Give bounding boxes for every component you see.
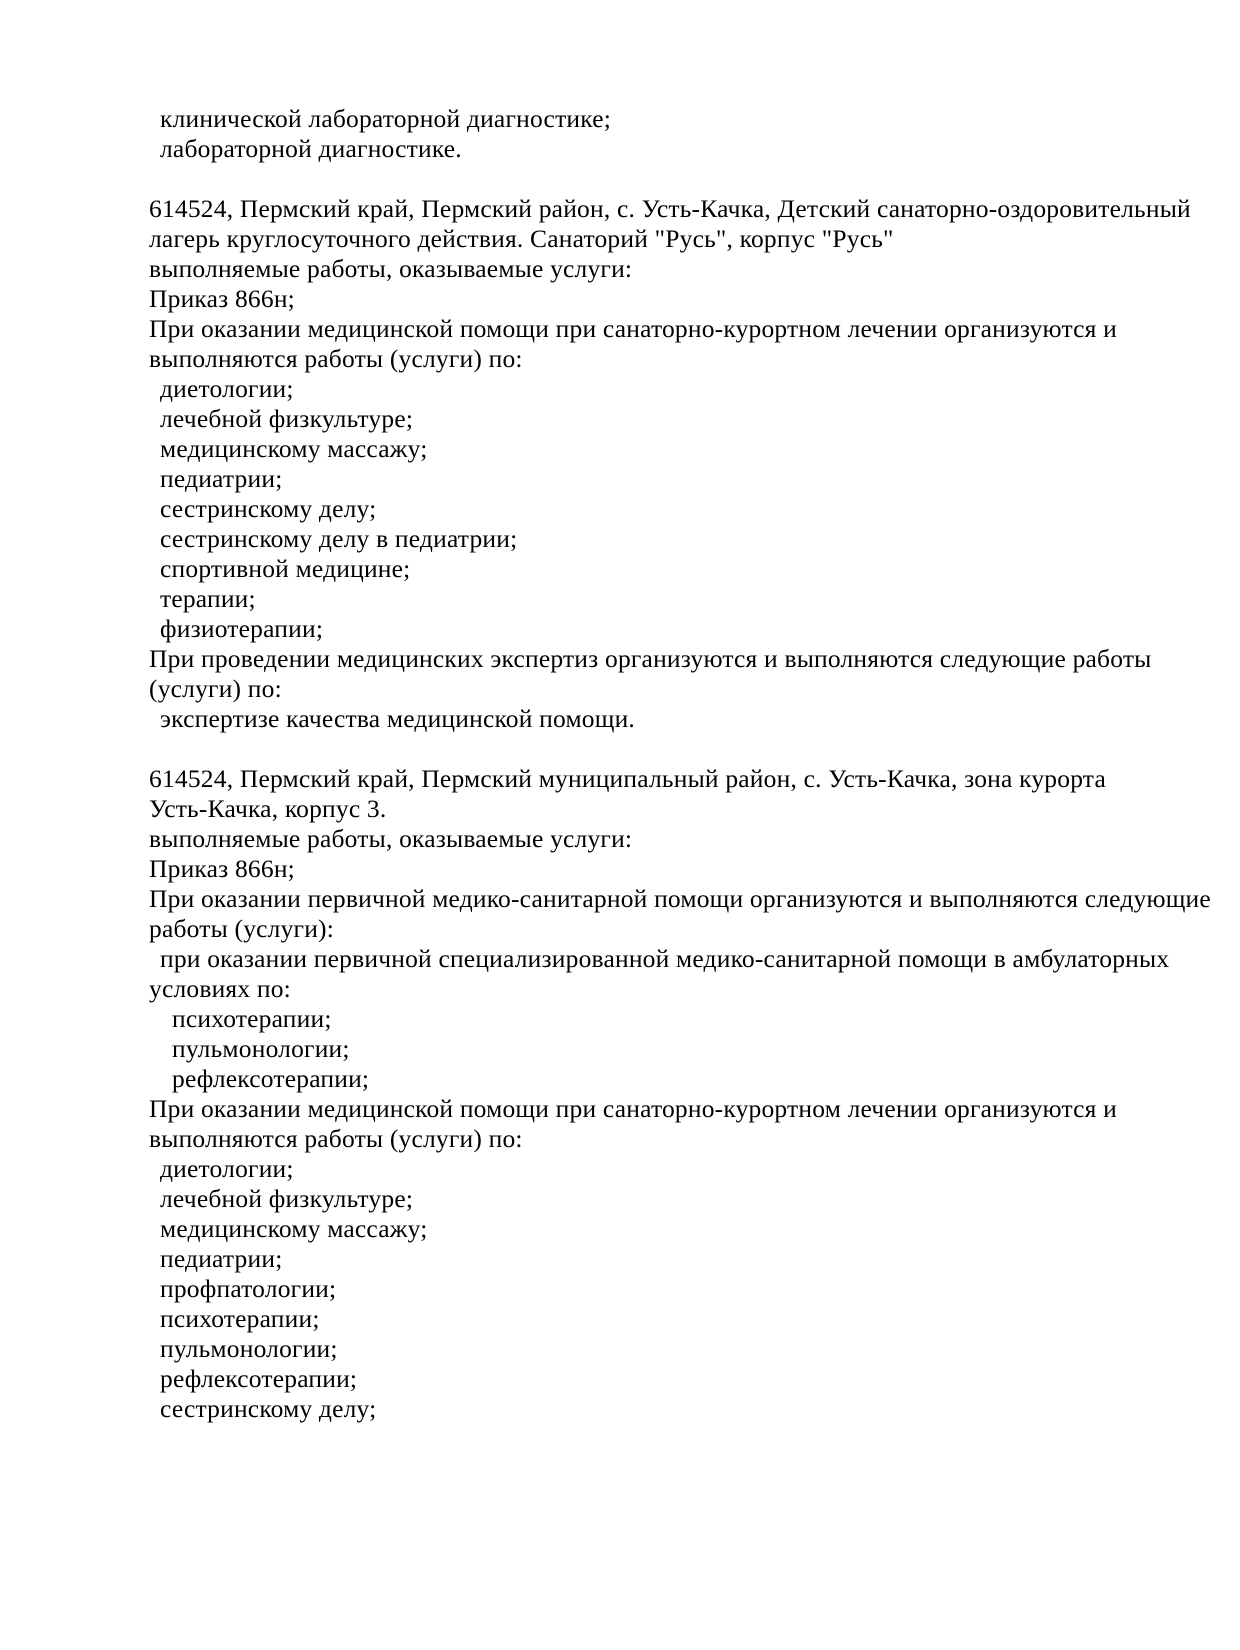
- document-line: лабораторной диагностике.: [160, 134, 462, 163]
- document-line: медицинскому массажу;: [160, 1214, 428, 1243]
- document-text-block: [149, 104, 1211, 1424]
- document-line: работы (услуги):: [149, 914, 335, 943]
- blank-line: [149, 734, 1180, 764]
- document-line: пульмонологии;: [172, 1034, 350, 1063]
- document-line: клинической лабораторной диагностике;: [160, 104, 612, 133]
- document-line: психотерапии;: [172, 1004, 332, 1033]
- document-line: Приказ 866н;: [149, 854, 295, 883]
- document-line: При оказании медицинской помощи при санаторно-курортном лечении организуются и: [149, 1094, 1117, 1123]
- document-line: лечебной физкультуре;: [160, 404, 414, 433]
- document-line: выполняются работы (услуги) по:: [149, 344, 523, 373]
- document-line: сестринскому делу;: [160, 494, 377, 523]
- document-line: терапии;: [160, 584, 256, 613]
- document-line: лечебной физкультуре;: [160, 1184, 414, 1213]
- document-line: сестринскому делу;: [160, 1394, 377, 1423]
- blank-line: [149, 164, 1180, 194]
- document-line: медицинскому массажу;: [160, 434, 428, 463]
- document-line: пульмонологии;: [160, 1334, 338, 1363]
- document-line: диетологии;: [160, 374, 294, 403]
- document-line: условиях по:: [149, 974, 291, 1003]
- document-line: При проведении медицинских экспертиз организуются и выполняются следующие работы: [149, 644, 1152, 673]
- document-line: диетологии;: [160, 1154, 294, 1183]
- document-line: выполняемые работы, оказываемые услуги:: [149, 824, 633, 853]
- document-line: физиотерапии;: [160, 614, 324, 643]
- document-line: при оказании первичной специализированной медико-санитарной помощи в амбулаторных: [160, 944, 1170, 973]
- document-line: выполняемые работы, оказываемые услуги:: [149, 254, 633, 283]
- document-line: выполняются работы (услуги) по:: [149, 1124, 523, 1153]
- document-line: Усть-Качка, корпус 3.: [149, 794, 387, 823]
- document-line: сестринскому делу в педиатрии;: [160, 524, 518, 553]
- document-line: При оказании медицинской помощи при санаторно-курортном лечении организуются и: [149, 314, 1117, 343]
- document-line: экспертизе качества медицинской помощи.: [160, 704, 636, 733]
- document-line: Приказ 866н;: [149, 284, 295, 313]
- document-line: рефлексотерапии;: [172, 1064, 370, 1093]
- document-line: рефлексотерапии;: [160, 1364, 358, 1393]
- document-line: При оказании первичной медико-санитарной помощи организуются и выполняются следующие: [149, 884, 1211, 913]
- document-line: педиатрии;: [160, 464, 283, 493]
- document-line: 614524, Пермский край, Пермский муниципальный район, с. Усть-Качка, зона курорта: [149, 764, 1106, 793]
- document-line: психотерапии;: [160, 1304, 320, 1333]
- document-line: педиатрии;: [160, 1244, 283, 1273]
- document-line: 614524, Пермский край, Пермский район, с. Усть-Качка, Детский санаторно-оздоровительный: [149, 194, 1191, 223]
- document-line: спортивной медицине;: [160, 554, 411, 583]
- document-line: профпатологии;: [160, 1274, 337, 1303]
- document-line: лагерь круглосуточного действия. Санаторий "Русь", корпус "Русь": [149, 224, 894, 253]
- document-line: (услуги) по:: [149, 674, 282, 703]
